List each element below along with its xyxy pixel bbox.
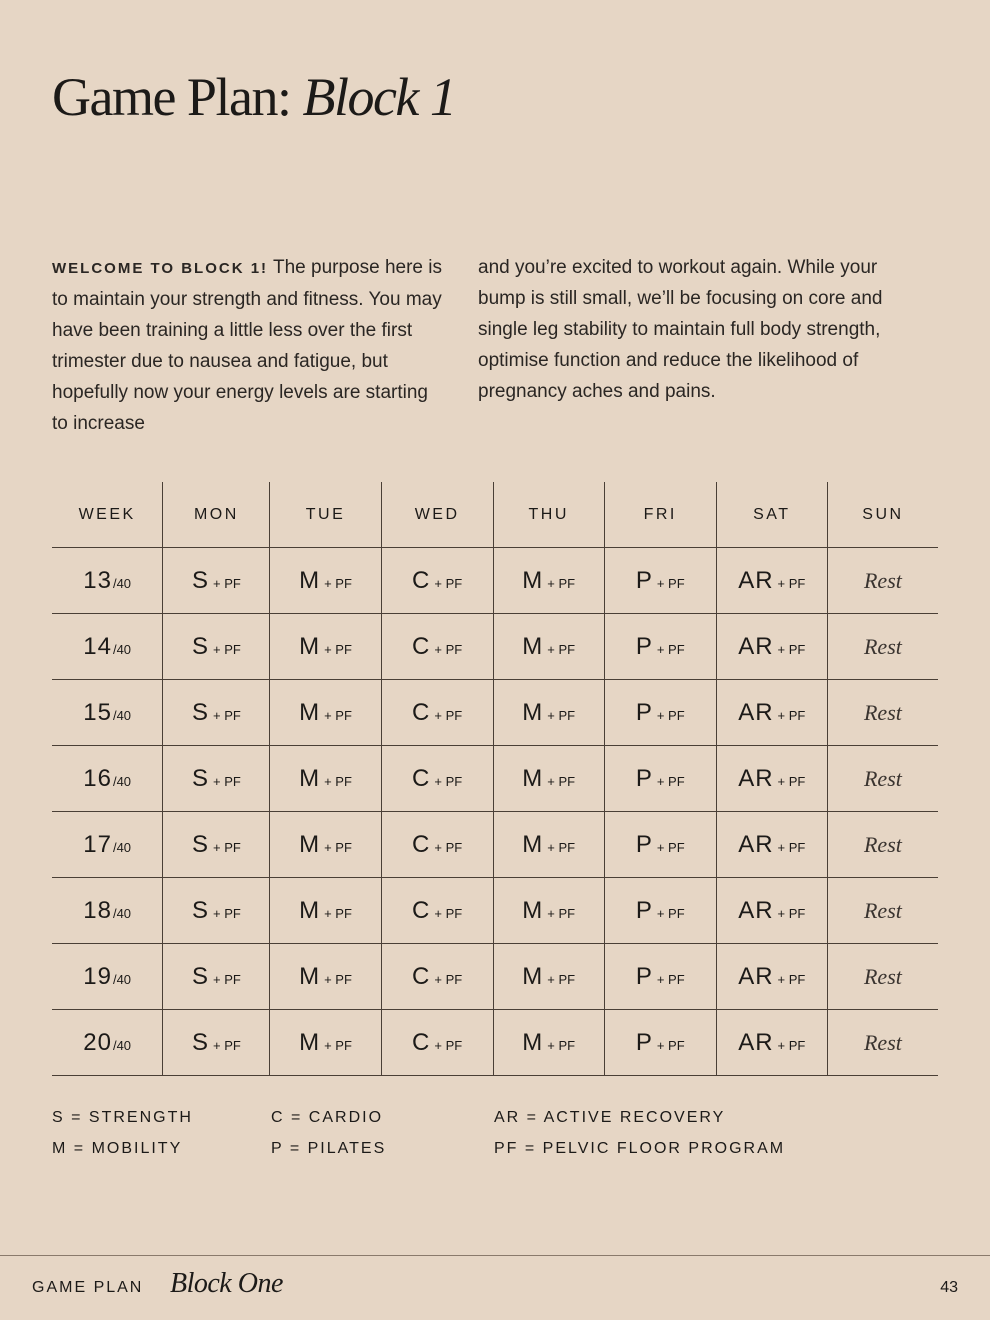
workout-cell bbox=[493, 680, 604, 746]
week-suffix: /40 bbox=[112, 1037, 132, 1053]
workout-code: AR bbox=[738, 962, 774, 990]
workout-code: AR bbox=[738, 764, 774, 792]
workout-cell bbox=[163, 746, 270, 812]
workout-cell bbox=[493, 1010, 604, 1076]
header-mon: MON bbox=[163, 482, 270, 548]
title-italic: Block 1 bbox=[302, 67, 456, 127]
pf-addon: + PF bbox=[656, 905, 685, 921]
workout-cell bbox=[270, 614, 381, 680]
workout-code: AR bbox=[738, 632, 774, 660]
intro-text-1: The purpose here is to maintain your strength and fitness. You may have been training a little less over the first trimester due to nausea and fatigue, but hopefully now your energy levels are starting to increase bbox=[52, 257, 442, 434]
workout-code: AR bbox=[738, 1028, 774, 1056]
workout-code: P bbox=[635, 566, 653, 594]
schedule-table bbox=[52, 482, 938, 1076]
workout-cell bbox=[163, 1010, 270, 1076]
workout-code: C bbox=[412, 962, 431, 990]
week-suffix: /40 bbox=[112, 707, 132, 723]
intro-column-2: and you’re excited to workout again. While your bump is still small, we’ll be focusing on core and single leg stability to maintain full body strength, optimise function and reduce the likelihood of pregnancy aches and pains. bbox=[478, 257, 883, 402]
table-row bbox=[52, 812, 938, 878]
rest-label: Rest bbox=[863, 765, 902, 791]
week-cell bbox=[52, 548, 163, 614]
week-number: 20 bbox=[83, 1028, 112, 1056]
week-number: 17 bbox=[83, 830, 112, 858]
workout-cell bbox=[270, 548, 381, 614]
rest-label: Rest bbox=[863, 567, 902, 593]
workout-code: M bbox=[522, 962, 544, 990]
workout-code: M bbox=[299, 830, 321, 858]
header-week: WEEK bbox=[52, 482, 163, 548]
pf-addon: + PF bbox=[324, 575, 352, 591]
week-suffix: /40 bbox=[112, 905, 132, 921]
pf-addon: + PF bbox=[656, 641, 685, 657]
header-sat: SAT bbox=[716, 482, 827, 548]
week-number: 14 bbox=[83, 632, 112, 660]
week-number: 15 bbox=[83, 698, 112, 726]
workout-code: P bbox=[635, 830, 653, 858]
table-row bbox=[52, 746, 938, 812]
pf-addon: + PF bbox=[547, 1037, 576, 1053]
workout-cell bbox=[716, 812, 827, 878]
pf-addon: + PF bbox=[324, 905, 352, 921]
pf-addon: + PF bbox=[547, 905, 576, 921]
workout-cell bbox=[716, 548, 827, 614]
workout-code: M bbox=[299, 962, 321, 990]
workout-code: C bbox=[412, 566, 431, 594]
pf-addon: + PF bbox=[324, 971, 352, 987]
table-row bbox=[52, 944, 938, 1010]
pf-addon: + PF bbox=[547, 773, 576, 789]
pf-addon: + PF bbox=[777, 773, 806, 789]
pf-addon: + PF bbox=[324, 641, 352, 657]
pf-addon: + PF bbox=[777, 707, 806, 723]
pf-addon: + PF bbox=[547, 971, 576, 987]
workout-cell bbox=[493, 614, 604, 680]
workout-cell bbox=[604, 680, 716, 746]
rest-cell bbox=[827, 746, 938, 812]
rest-label: Rest bbox=[863, 699, 902, 725]
pf-addon: + PF bbox=[434, 575, 463, 591]
workout-cell bbox=[270, 944, 381, 1010]
pf-addon: + PF bbox=[656, 773, 685, 789]
workout-code: C bbox=[412, 698, 431, 726]
header-fri: FRI bbox=[604, 482, 716, 548]
pf-addon: + PF bbox=[434, 971, 463, 987]
workout-code: M bbox=[299, 698, 321, 726]
workout-code: AR bbox=[738, 830, 774, 858]
workout-code: S bbox=[191, 698, 209, 726]
week-suffix: /40 bbox=[112, 839, 132, 855]
week-number: 16 bbox=[83, 764, 112, 792]
workout-cell bbox=[163, 548, 270, 614]
workout-code: S bbox=[191, 566, 209, 594]
workout-code: S bbox=[191, 830, 209, 858]
workout-code: M bbox=[299, 632, 321, 660]
pf-addon: + PF bbox=[777, 839, 806, 855]
workout-code: S bbox=[191, 962, 209, 990]
title-main: Game Plan: bbox=[52, 67, 303, 127]
workout-cell bbox=[270, 746, 381, 812]
week-suffix: /40 bbox=[112, 575, 132, 591]
workout-code: S bbox=[191, 632, 209, 660]
workout-code: M bbox=[299, 1028, 321, 1056]
pf-addon: + PF bbox=[434, 641, 463, 657]
table-row bbox=[52, 548, 938, 614]
week-number: 13 bbox=[83, 566, 112, 594]
week-suffix: /40 bbox=[112, 971, 132, 987]
header-tue: TUE bbox=[270, 482, 381, 548]
week-cell bbox=[52, 746, 163, 812]
pf-addon: + PF bbox=[777, 905, 806, 921]
header-wed: WED bbox=[381, 482, 493, 548]
workout-cell bbox=[381, 812, 493, 878]
footer-divider bbox=[0, 1255, 990, 1256]
rest-cell bbox=[827, 1010, 938, 1076]
workout-code: M bbox=[522, 896, 544, 924]
intro-lead: WELCOME TO BLOCK 1! bbox=[52, 260, 269, 277]
legend-item: M = MOBILITY bbox=[52, 1140, 183, 1157]
pf-addon: + PF bbox=[434, 773, 463, 789]
rest-cell bbox=[827, 944, 938, 1010]
footer-block: Block One bbox=[170, 1268, 283, 1299]
workout-code: S bbox=[191, 764, 209, 792]
pf-addon: + PF bbox=[656, 1037, 685, 1053]
workout-code: C bbox=[412, 632, 431, 660]
rest-label: Rest bbox=[863, 897, 902, 923]
pf-addon: + PF bbox=[547, 839, 576, 855]
legend-item: PF = PELVIC FLOOR PROGRAM bbox=[494, 1140, 786, 1157]
rest-label: Rest bbox=[863, 963, 902, 989]
workout-cell bbox=[716, 746, 827, 812]
pf-addon: + PF bbox=[777, 641, 806, 657]
pf-addon: + PF bbox=[656, 971, 685, 987]
workout-cell bbox=[381, 548, 493, 614]
workout-cell bbox=[270, 1010, 381, 1076]
workout-code: P bbox=[635, 896, 653, 924]
rest-label: Rest bbox=[863, 633, 902, 659]
workout-code: C bbox=[412, 830, 431, 858]
week-suffix: /40 bbox=[112, 641, 132, 657]
pf-addon: + PF bbox=[777, 971, 806, 987]
pf-addon: + PF bbox=[656, 707, 685, 723]
pf-addon: + PF bbox=[656, 575, 685, 591]
legend-item: P = PILATES bbox=[271, 1140, 387, 1157]
week-number: 18 bbox=[83, 896, 112, 924]
week-number: 19 bbox=[83, 962, 112, 990]
workout-cell bbox=[604, 614, 716, 680]
pf-addon: + PF bbox=[434, 1037, 463, 1053]
rest-cell bbox=[827, 812, 938, 878]
legend-col-1 bbox=[52, 1102, 193, 1164]
pf-addon: + PF bbox=[777, 1037, 806, 1053]
workout-code: AR bbox=[738, 566, 774, 594]
pf-addon: + PF bbox=[212, 707, 241, 723]
workout-cell bbox=[716, 878, 827, 944]
pf-addon: + PF bbox=[656, 839, 685, 855]
week-cell bbox=[52, 680, 163, 746]
workout-code: AR bbox=[738, 698, 774, 726]
pf-addon: + PF bbox=[434, 839, 463, 855]
workout-cell bbox=[716, 944, 827, 1010]
table-row bbox=[52, 680, 938, 746]
rest-label: Rest bbox=[863, 831, 902, 857]
rest-cell bbox=[827, 680, 938, 746]
pf-addon: + PF bbox=[434, 905, 463, 921]
pf-addon: + PF bbox=[212, 1037, 241, 1053]
footer-section: GAME PLAN bbox=[32, 1279, 144, 1296]
pf-addon: + PF bbox=[324, 1037, 352, 1053]
workout-cell bbox=[381, 614, 493, 680]
rest-cell bbox=[827, 548, 938, 614]
workout-cell bbox=[163, 614, 270, 680]
workout-code: P bbox=[635, 698, 653, 726]
workout-code: P bbox=[635, 632, 653, 660]
workout-cell bbox=[604, 746, 716, 812]
workout-code: P bbox=[635, 1028, 653, 1056]
workout-cell bbox=[604, 812, 716, 878]
workout-cell bbox=[381, 1010, 493, 1076]
workout-cell bbox=[270, 812, 381, 878]
workout-cell bbox=[163, 944, 270, 1010]
week-cell bbox=[52, 1010, 163, 1076]
week-cell bbox=[52, 944, 163, 1010]
header-sun: SUN bbox=[827, 482, 938, 548]
workout-cell bbox=[270, 680, 381, 746]
pf-addon: + PF bbox=[212, 773, 241, 789]
legend-item: AR = ACTIVE RECOVERY bbox=[494, 1109, 726, 1126]
rest-label: Rest bbox=[863, 1029, 902, 1055]
workout-cell bbox=[604, 548, 716, 614]
pf-addon: + PF bbox=[547, 575, 576, 591]
workout-code: S bbox=[191, 896, 209, 924]
workout-code: M bbox=[299, 896, 321, 924]
workout-cell bbox=[163, 812, 270, 878]
workout-cell bbox=[716, 614, 827, 680]
workout-code: P bbox=[635, 962, 653, 990]
page-title bbox=[52, 66, 455, 128]
pf-addon: + PF bbox=[324, 773, 352, 789]
week-cell bbox=[52, 878, 163, 944]
pf-addon: + PF bbox=[212, 641, 241, 657]
workout-cell bbox=[604, 944, 716, 1010]
pf-addon: + PF bbox=[324, 707, 352, 723]
workout-cell bbox=[381, 944, 493, 1010]
table-header-row bbox=[52, 482, 938, 548]
legend-col-2 bbox=[271, 1102, 386, 1164]
workout-cell bbox=[493, 746, 604, 812]
workout-code: S bbox=[191, 1028, 209, 1056]
pf-addon: + PF bbox=[547, 641, 576, 657]
pf-addon: + PF bbox=[547, 707, 576, 723]
workout-cell bbox=[381, 878, 493, 944]
workout-cell bbox=[493, 878, 604, 944]
workout-cell bbox=[381, 680, 493, 746]
workout-cell bbox=[163, 878, 270, 944]
legend-item: C = CARDIO bbox=[271, 1109, 384, 1126]
workout-cell bbox=[716, 1010, 827, 1076]
intro-column-1 bbox=[52, 252, 442, 439]
workout-code: M bbox=[522, 698, 544, 726]
workout-cell bbox=[381, 746, 493, 812]
workout-code: C bbox=[412, 764, 431, 792]
table-row bbox=[52, 1010, 938, 1076]
workout-code: M bbox=[522, 566, 544, 594]
pf-addon: + PF bbox=[324, 839, 352, 855]
header-thu: THU bbox=[493, 482, 604, 548]
workout-cell bbox=[493, 944, 604, 1010]
workout-code: P bbox=[635, 764, 653, 792]
pf-addon: + PF bbox=[212, 971, 241, 987]
week-cell bbox=[52, 614, 163, 680]
workout-code: M bbox=[522, 1028, 544, 1056]
table-row bbox=[52, 614, 938, 680]
pf-addon: + PF bbox=[212, 839, 241, 855]
workout-cell bbox=[604, 1010, 716, 1076]
workout-code: M bbox=[299, 764, 321, 792]
workout-code: M bbox=[522, 632, 544, 660]
workout-cell bbox=[270, 878, 381, 944]
pf-addon: + PF bbox=[434, 707, 463, 723]
rest-cell bbox=[827, 878, 938, 944]
pf-addon: + PF bbox=[777, 575, 806, 591]
workout-code: AR bbox=[738, 896, 774, 924]
workout-code: M bbox=[522, 764, 544, 792]
workout-cell bbox=[163, 680, 270, 746]
workout-code: M bbox=[299, 566, 321, 594]
legend-col-3 bbox=[494, 1102, 785, 1164]
workout-code: C bbox=[412, 896, 431, 924]
table-row bbox=[52, 878, 938, 944]
workout-cell bbox=[604, 878, 716, 944]
page-number: 43 bbox=[940, 1279, 958, 1296]
pf-addon: + PF bbox=[212, 905, 241, 921]
pf-addon: + PF bbox=[212, 575, 241, 591]
rest-cell bbox=[827, 614, 938, 680]
workout-cell bbox=[716, 680, 827, 746]
workout-code: M bbox=[522, 830, 544, 858]
workout-cell bbox=[493, 812, 604, 878]
workout-code: C bbox=[412, 1028, 431, 1056]
legend-item: S = STRENGTH bbox=[52, 1109, 193, 1126]
week-cell bbox=[52, 812, 163, 878]
workout-cell bbox=[493, 548, 604, 614]
week-suffix: /40 bbox=[112, 773, 132, 789]
